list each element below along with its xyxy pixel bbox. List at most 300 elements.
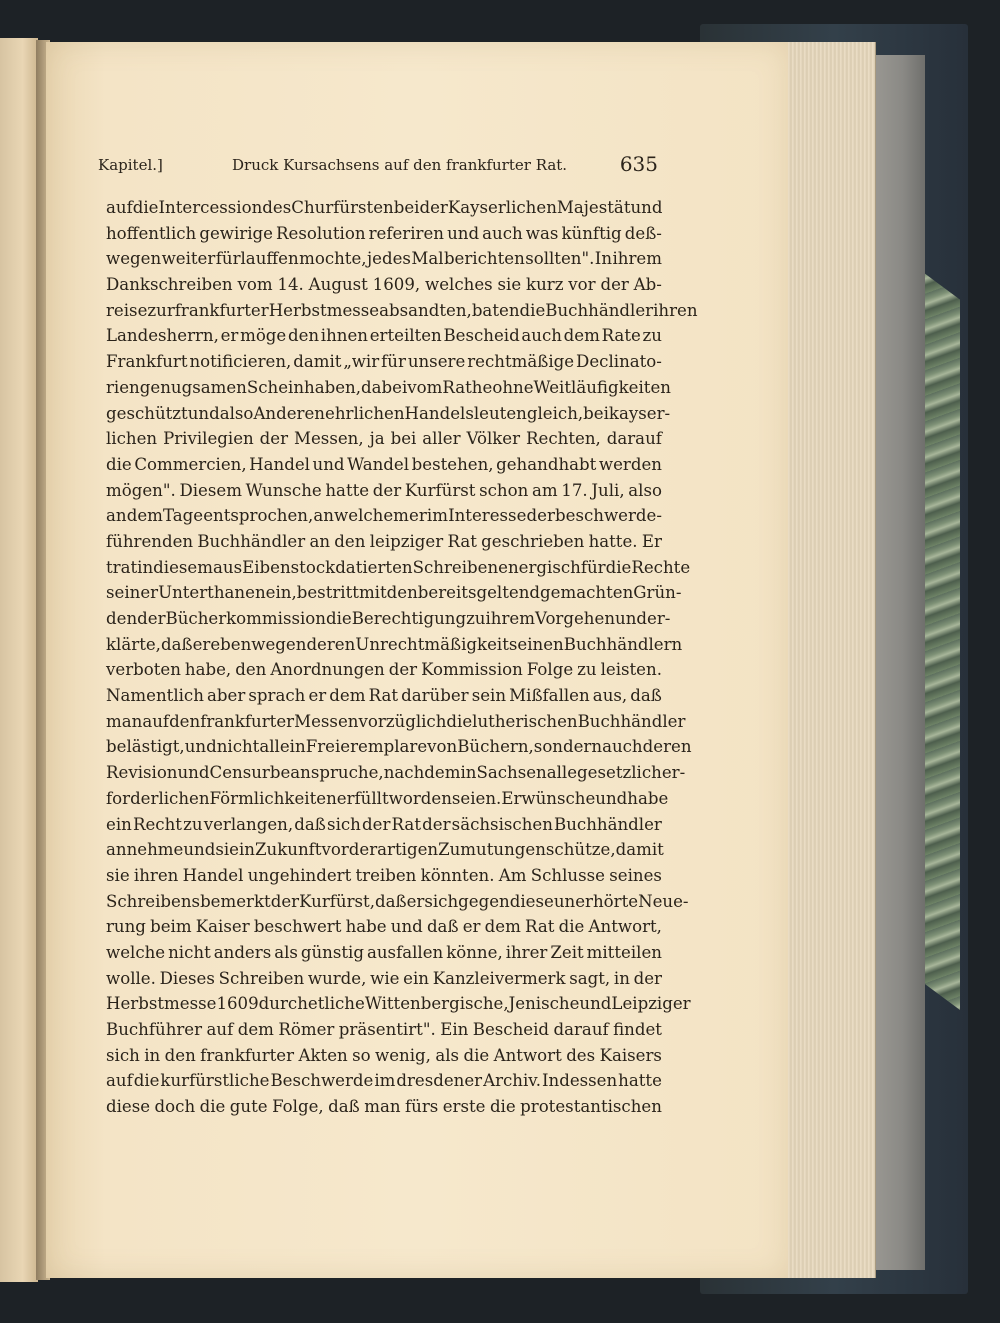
word: In (594, 249, 613, 269)
word: er- (661, 763, 686, 783)
word: energisch (498, 557, 581, 577)
word: Kayserlichen (447, 198, 557, 217)
word: werden (598, 454, 662, 474)
word: an (313, 506, 334, 526)
text-line (106, 812, 662, 838)
text-line (106, 837, 662, 863)
word: seines (609, 865, 662, 885)
word: Wunsche (245, 480, 322, 500)
header-title: Druck Kursachsens auf den frankfurter Rat. (232, 156, 568, 174)
word: beschwerde- (555, 506, 662, 526)
text-line (106, 272, 662, 298)
word: Schreibens (106, 891, 201, 911)
text-line (106, 606, 671, 632)
word: Zeit (550, 942, 584, 962)
word: und (177, 763, 210, 783)
word: deren (306, 634, 356, 654)
word: gewirige (199, 223, 273, 243)
word: wie (370, 968, 400, 988)
word: nicht (216, 737, 260, 757)
word: Folge, (272, 1097, 324, 1117)
word: diese (509, 891, 554, 911)
word: Recht (132, 814, 182, 834)
word: Schreiben (218, 968, 305, 988)
word: unerhörte (553, 891, 639, 911)
word: in (239, 840, 255, 860)
word: belästigt, (106, 737, 185, 757)
word: verboten (106, 660, 181, 680)
word: sollten". (525, 249, 595, 269)
word: etliche (307, 994, 365, 1014)
word: ausfallen (366, 942, 444, 962)
word: der (526, 506, 555, 526)
word: in (460, 763, 477, 783)
word: wegen (251, 634, 307, 654)
word: frankfurter (200, 711, 295, 731)
word: als (435, 1045, 460, 1065)
word: die (133, 1071, 160, 1091)
text-line (106, 786, 669, 812)
word: Kanzleivermerk (432, 968, 566, 988)
word: Rechten, (526, 429, 601, 449)
word: darauf (553, 1020, 609, 1039)
word: fürlauffen (215, 249, 299, 269)
text-line (106, 452, 662, 478)
word: den (106, 609, 138, 628)
word: Freieremplare (305, 737, 428, 757)
word: Censur (209, 763, 270, 783)
word: Diesem (179, 480, 242, 500)
text-line (106, 529, 662, 555)
word: in (144, 1045, 161, 1065)
word: in (137, 557, 154, 577)
word: die (558, 917, 585, 937)
word: kurfürstliche (160, 1071, 270, 1091)
word: Mal (411, 249, 444, 269)
word: 1609, (372, 275, 421, 295)
word: er (406, 891, 425, 911)
word: gleich, (526, 403, 584, 423)
word: worden (388, 788, 452, 808)
word: Intercession (158, 198, 263, 217)
text-line (106, 375, 671, 401)
word: Buchhändler (545, 300, 654, 320)
word: welches (425, 275, 493, 295)
word: zur (147, 300, 175, 320)
word: Er (641, 531, 662, 551)
word: Dankschreiben (106, 275, 233, 295)
word: er (308, 686, 327, 706)
text-line (106, 426, 662, 452)
word: Rate (601, 326, 641, 346)
text-line (106, 991, 691, 1017)
word: für (580, 557, 606, 577)
word: und (447, 223, 480, 243)
body-text (106, 195, 698, 1120)
word: er (409, 506, 427, 526)
word: Bescheid (472, 1020, 550, 1039)
word: sein (471, 686, 507, 706)
word: am (531, 480, 558, 500)
word: darauf (606, 429, 662, 449)
text-line (106, 966, 662, 992)
word: bestritt (296, 583, 359, 603)
word: Declinato- (576, 352, 662, 372)
word: 14. (277, 275, 304, 295)
word: ihren (653, 300, 698, 320)
word: Grün- (633, 583, 682, 603)
word: des (262, 198, 292, 217)
word: diese (106, 1097, 151, 1117)
word: notificieren, (189, 352, 292, 372)
text-line (106, 298, 698, 324)
word: dem (563, 326, 600, 346)
word: rung (106, 917, 146, 937)
word: sich (327, 814, 361, 834)
word: kayser- (608, 403, 671, 423)
word: wolle. (106, 968, 156, 988)
word: wurde, (307, 968, 367, 988)
word: aus, (592, 686, 628, 706)
word: Schlusse (530, 865, 605, 885)
word: der (388, 660, 418, 680)
word: zu (642, 326, 662, 346)
word: Privilegien (163, 429, 254, 449)
word: den (164, 1045, 196, 1065)
word: zu (577, 660, 597, 680)
word: doch (154, 1097, 196, 1117)
word: Rathe (442, 377, 493, 397)
word: die (489, 1097, 516, 1117)
word: Antwort (493, 1045, 562, 1065)
word: mitteilen (586, 942, 662, 962)
word: Anderen (253, 403, 325, 423)
word: aus (213, 557, 243, 577)
word: seinen (508, 634, 564, 654)
word: datierten (335, 557, 413, 577)
word: genugsamen (139, 377, 247, 397)
word: an (106, 506, 127, 526)
word: zu (466, 609, 486, 628)
word: schon (479, 480, 529, 500)
word: der (422, 814, 451, 834)
text-line (106, 349, 662, 375)
word: Messen, (294, 429, 364, 449)
word: baten (471, 300, 520, 320)
word: und (595, 788, 628, 808)
word: Rat (447, 531, 477, 551)
word: geschrieben (481, 531, 585, 551)
word: Ab- (633, 275, 662, 295)
word: verlangen, (203, 814, 294, 834)
word: bei (393, 198, 420, 217)
word: auch (602, 737, 643, 757)
word: Förmlichkeiten (209, 788, 337, 808)
word: und (183, 840, 216, 860)
word: gemachten (540, 583, 634, 603)
word: gehandhabt (496, 454, 597, 474)
word: Unterthanen (158, 583, 266, 603)
word: den (235, 660, 267, 680)
word: Dieses (159, 968, 215, 988)
word: Commercien, (134, 454, 247, 474)
word: klärte, (106, 634, 161, 654)
word: leisten. (600, 660, 662, 680)
word: der (362, 814, 391, 834)
word: lichen (106, 429, 158, 449)
word: gesetzlich (577, 763, 662, 783)
word: auf (106, 198, 133, 217)
word: wünsche (521, 788, 596, 808)
text-line (106, 1017, 662, 1043)
text-line (106, 940, 662, 966)
word: den (287, 326, 320, 346)
text-line (106, 709, 686, 735)
word: geltend (476, 583, 541, 603)
word: Wittenbergische, (364, 994, 509, 1014)
word: Kurfürst, (299, 891, 375, 911)
word: jedes (366, 249, 411, 269)
word: der (419, 198, 448, 217)
word: schütze, (545, 840, 616, 860)
word: also (628, 480, 662, 500)
word: ihrem (612, 249, 662, 269)
word: ehrlichen (325, 403, 405, 423)
word: findet (613, 1020, 662, 1039)
word: sie (497, 275, 522, 295)
word: man (364, 1097, 401, 1117)
word: ihnen (320, 326, 368, 346)
word: sprach (248, 686, 306, 706)
word: mochte, (299, 249, 367, 269)
word: Handel (249, 454, 310, 474)
word: die (132, 198, 159, 217)
word: den (169, 711, 201, 731)
word: der (137, 609, 166, 628)
word: deren (642, 737, 692, 757)
word: möge (240, 326, 287, 346)
word: die (605, 557, 632, 577)
text-line (106, 246, 662, 272)
word: die (519, 300, 546, 320)
text-line (106, 863, 662, 889)
word: Kaisers (599, 1045, 662, 1065)
word: vom (237, 275, 273, 295)
word: August (308, 275, 368, 295)
word: allein (259, 737, 306, 757)
word: Eibenstock (242, 557, 336, 577)
word: rien (106, 377, 140, 397)
word: protestantischen (520, 1097, 662, 1117)
word: er (192, 634, 211, 654)
word: Indessen (541, 1071, 618, 1091)
word: er (220, 326, 239, 346)
text-line (106, 1068, 662, 1094)
word: Buchhändler (197, 531, 306, 551)
word: auch (482, 223, 523, 243)
word: Rat (368, 686, 399, 706)
word: hoffentlich (106, 223, 197, 243)
text-line (106, 323, 662, 349)
word: dresdener (396, 1071, 483, 1091)
word: forderlichen (106, 788, 210, 808)
word: auf (142, 711, 170, 731)
word: der (633, 968, 662, 988)
word: trat (106, 557, 138, 577)
word: sie (106, 865, 130, 885)
word: ihren (133, 865, 179, 885)
word: geschützt (106, 403, 188, 423)
word: Neue- (638, 891, 689, 911)
word: treiben (355, 865, 417, 885)
word: also (219, 403, 254, 423)
word: Bescheid (443, 326, 520, 346)
word: Anordnungen (270, 660, 385, 680)
word: absandten, (379, 300, 472, 320)
word: 17. (561, 480, 588, 500)
text-line (106, 1043, 662, 1069)
word: habe, (184, 660, 232, 680)
word: entsprochen, (203, 506, 314, 526)
text-line (106, 683, 662, 709)
word: sächsischen (451, 814, 553, 834)
word: die (446, 711, 473, 731)
word: ihrer (505, 942, 548, 962)
word: nicht (168, 942, 211, 962)
word: er- (647, 609, 671, 628)
word: und (187, 403, 220, 423)
word: anders (213, 942, 272, 962)
word: Buchführer (106, 1020, 203, 1039)
word: hatte (325, 480, 370, 500)
word: beim (150, 917, 192, 937)
word: sagt, (569, 968, 611, 988)
word: hatte. (588, 531, 638, 551)
word: auf (106, 1071, 133, 1091)
text-line (106, 503, 662, 529)
word: der (259, 429, 289, 449)
left-page-edge (0, 38, 38, 1282)
word: ja (369, 429, 385, 449)
word: den (334, 531, 366, 551)
text-line (106, 889, 689, 915)
word: derartigen (348, 840, 439, 860)
word: Leipziger (611, 994, 691, 1014)
word: mögen". (106, 480, 176, 500)
word: mit (358, 583, 387, 603)
word: frankfurter (174, 300, 269, 320)
word: erste (442, 1097, 486, 1117)
word: führenden (106, 531, 194, 551)
word: Buchhändler (554, 814, 662, 834)
word: fürs (404, 1097, 439, 1117)
word: Kommission (421, 660, 523, 680)
word: und (579, 994, 612, 1014)
word: Römer (278, 1020, 335, 1039)
word: in (613, 968, 630, 988)
word: Ein (440, 1020, 469, 1039)
word: die (325, 609, 352, 628)
word: ein, (265, 583, 297, 603)
word: „wir (343, 352, 380, 372)
page-block-edges (785, 42, 876, 1278)
word: dem (237, 1020, 274, 1039)
word: kurz (526, 275, 564, 295)
word: damit (615, 840, 664, 860)
text-line (106, 914, 662, 940)
word: wenig, (375, 1045, 431, 1065)
word: die (463, 1045, 490, 1065)
word: Beschwerde (270, 1071, 374, 1091)
word: für (381, 352, 406, 372)
word: leipziger (369, 531, 444, 551)
word: vor (321, 840, 349, 860)
word: alle (546, 763, 578, 783)
text-line (106, 401, 671, 427)
word: Handelsleuten (404, 403, 527, 423)
word: daß (294, 814, 326, 834)
word: Folge (526, 660, 574, 680)
page-number: 635 (619, 152, 658, 176)
word: die (199, 1097, 226, 1117)
text-line (106, 734, 692, 760)
word: den (386, 583, 418, 603)
word: und (184, 737, 217, 757)
word: berichten (443, 249, 525, 269)
word: was (525, 223, 559, 243)
word: könnten. (420, 865, 495, 885)
word: vor (568, 275, 596, 295)
word: Antwort, (588, 917, 662, 937)
marbled-edge (920, 270, 960, 1010)
word: Herbstmesse (268, 300, 380, 320)
word: welche (106, 942, 166, 962)
word: bestehen, (411, 454, 494, 474)
word: Am (498, 865, 527, 885)
word: Sachsen (476, 763, 547, 783)
word: ihrem (485, 609, 535, 628)
word: Wandel (347, 454, 410, 474)
word: gegen (458, 891, 510, 911)
word: so (352, 1045, 371, 1065)
word: auch (521, 326, 562, 346)
word: Kaiser (195, 917, 250, 937)
word: daß (328, 1097, 360, 1117)
word: durch (258, 994, 308, 1014)
text-line (106, 760, 686, 786)
word: bereits (417, 583, 477, 603)
word: Weitläufigkeiten (533, 377, 671, 397)
text-line (106, 657, 662, 683)
word: bemerkt (200, 891, 271, 911)
word: Interesse (448, 506, 527, 526)
word: Unrechtmäßigkeit (355, 634, 509, 654)
word: Rat (391, 814, 421, 834)
word: präsentirt". (338, 1020, 436, 1039)
word: daß (160, 634, 193, 654)
word: auf (206, 1020, 234, 1039)
word: Schreiben (412, 557, 499, 577)
word: Majestät (556, 198, 631, 217)
word: der (600, 275, 629, 295)
text-line (106, 221, 662, 247)
word: reise (106, 300, 148, 320)
word: Zukunft (255, 840, 322, 860)
word: weiter (161, 249, 216, 269)
word: aber (207, 686, 246, 706)
word: rechtmäßige (467, 352, 575, 372)
word: könne, (446, 942, 503, 962)
